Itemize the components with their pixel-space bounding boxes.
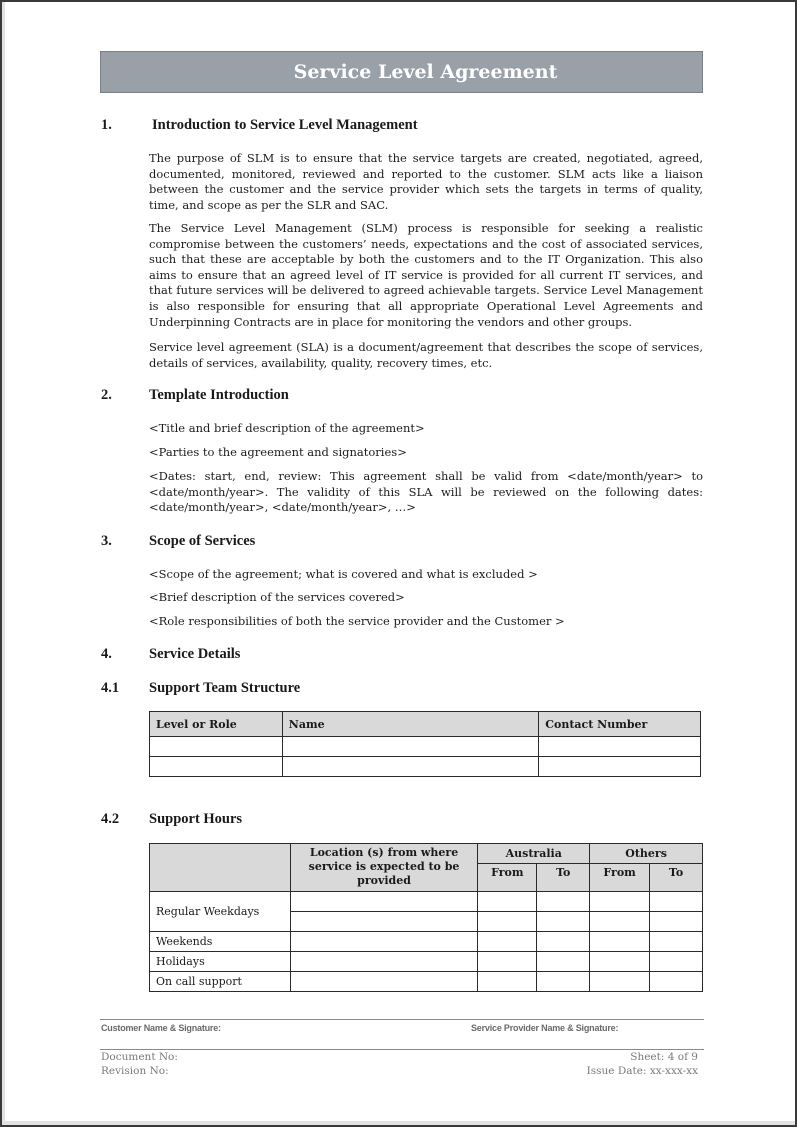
table-cell-level[interactable] bbox=[150, 757, 283, 777]
section-number: 2. bbox=[101, 387, 112, 403]
section-number: 4. bbox=[101, 646, 112, 662]
section-title: Support Hours bbox=[149, 811, 243, 827]
support-team-table bbox=[149, 711, 701, 777]
column-header-level-or-role: Level or Role bbox=[150, 712, 283, 737]
table-cell-others-to[interactable] bbox=[650, 912, 703, 932]
table-cell-australia-from[interactable] bbox=[478, 912, 537, 932]
table-cell-others-from[interactable] bbox=[590, 952, 650, 972]
footer-divider-bottom bbox=[100, 1049, 704, 1050]
table-cell-location[interactable] bbox=[290, 932, 478, 952]
section-title: Service Details bbox=[149, 646, 241, 662]
section-2-paragraph-2: <Parties to the agreement and signatories> bbox=[149, 445, 407, 459]
table-cell-location[interactable] bbox=[290, 892, 478, 912]
section-number: 4.1 bbox=[101, 680, 120, 696]
document-title: Service Level Agreement bbox=[293, 61, 558, 83]
section-4-2-heading bbox=[101, 811, 242, 828]
table-cell-australia-from[interactable] bbox=[478, 932, 537, 952]
table-cell-level[interactable] bbox=[150, 737, 283, 757]
table-row-on-call-support bbox=[150, 972, 703, 992]
footer-divider-top bbox=[100, 1019, 704, 1020]
section-title: Support Team Structure bbox=[149, 680, 301, 696]
document-title-bar bbox=[100, 51, 703, 93]
table-cell-name[interactable] bbox=[282, 757, 538, 777]
section-1-heading bbox=[101, 117, 418, 134]
section-number: 1. bbox=[101, 117, 112, 133]
table-cell-others-from[interactable] bbox=[590, 912, 650, 932]
section-2-paragraph-3: <Dates: start, end, review: This agreement shall be valid from <date/month/year> to <date/month/year>. The validity of this SLA will be reviewed on the following dates: <date/month/year>, <date/month/year>, …> bbox=[149, 469, 703, 515]
table-row-weekends bbox=[150, 932, 703, 952]
column-group-australia: Australia bbox=[478, 844, 590, 864]
table-header-row bbox=[150, 712, 701, 737]
section-3-paragraph-2: <Brief description of the services covered> bbox=[149, 590, 405, 604]
column-header-australia-from: From bbox=[478, 864, 537, 892]
row-label-regular-weekdays: Regular Weekdays bbox=[150, 892, 291, 932]
column-header-others-to: To bbox=[650, 864, 703, 892]
section-2-heading bbox=[101, 387, 289, 404]
table-cell-australia-from[interactable] bbox=[478, 952, 537, 972]
section-number: 3. bbox=[101, 533, 112, 549]
table-row-holidays bbox=[150, 952, 703, 972]
table-cell-others-from[interactable] bbox=[590, 932, 650, 952]
revision-number-label: Revision No: bbox=[101, 1065, 169, 1077]
column-header-name: Name bbox=[282, 712, 538, 737]
table-row bbox=[150, 757, 701, 777]
table-cell-australia-from[interactable] bbox=[478, 892, 537, 912]
table-cell-contact[interactable] bbox=[539, 737, 701, 757]
row-label-weekends: Weekends bbox=[150, 932, 291, 952]
column-header-location: Location (s) from where service is expected to be provided bbox=[290, 844, 478, 892]
section-1-paragraph-3: Service level agreement (SLA) is a document/agreement that describes the scope of services, details of services, availability, quality, recovery times, etc. bbox=[149, 340, 703, 370]
column-header-contact-number: Contact Number bbox=[539, 712, 701, 737]
table-cell-australia-to[interactable] bbox=[537, 952, 590, 972]
column-header-australia-to: To bbox=[537, 864, 590, 892]
table-row-regular-weekdays bbox=[150, 892, 703, 912]
table-row bbox=[150, 737, 701, 757]
table-cell-australia-to[interactable] bbox=[537, 972, 590, 992]
column-header-blank bbox=[150, 844, 291, 892]
sheet-number: Sheet: 4 of 9 bbox=[630, 1051, 698, 1063]
table-cell-location[interactable] bbox=[290, 952, 478, 972]
customer-signature-label: Customer Name & Signature: bbox=[101, 1023, 221, 1033]
section-3-heading bbox=[101, 533, 255, 550]
table-cell-others-to[interactable] bbox=[650, 972, 703, 992]
column-header-others-from: From bbox=[590, 864, 650, 892]
row-label-holidays: Holidays bbox=[150, 952, 291, 972]
section-title: Template Introduction bbox=[149, 387, 289, 403]
table-cell-australia-to[interactable] bbox=[537, 912, 590, 932]
section-3-paragraph-1: <Scope of the agreement; what is covered and what is excluded > bbox=[149, 567, 538, 581]
table-cell-contact[interactable] bbox=[539, 757, 701, 777]
section-4-heading bbox=[101, 646, 240, 663]
table-cell-australia-to[interactable] bbox=[537, 932, 590, 952]
section-3-paragraph-3: <Role responsibilities of both the service provider and the Customer > bbox=[149, 614, 565, 628]
column-group-others: Others bbox=[590, 844, 703, 864]
table-header-row bbox=[150, 844, 703, 864]
table-cell-location[interactable] bbox=[290, 912, 478, 932]
section-1-paragraph-1: The purpose of SLM is to ensure that the service targets are created, negotiated, agreed, documented, monitored, reviewed and reported to the customer. SLM acts like a liaison between the customer and the service provider which sets the targets in terms of quality, time, and scope as per the SLR and SAC. bbox=[149, 151, 703, 212]
table-cell-others-to[interactable] bbox=[650, 952, 703, 972]
section-1-paragraph-2: The Service Level Management (SLM) process is responsible for seeking a realistic compromise between the customers’ needs, expectations and the cost of associated services, such that these are acceptable by both the customers and to the IT Organization. This also aims to ensure that an agreed level of IT service is provided for all current IT services, and that future services will be delivered to agreed achievable targets. Service Level Management is also responsible for ensuring that all appropriate Operational Level Agreements and Underpinning Contracts are in place for monitoring the vendors and other groups. bbox=[149, 221, 703, 329]
document-number-label: Document No: bbox=[101, 1051, 178, 1063]
section-4-1-heading bbox=[101, 680, 300, 697]
table-cell-others-from[interactable] bbox=[590, 892, 650, 912]
section-title: Introduction to Service Level Management bbox=[152, 117, 418, 133]
section-title: Scope of Services bbox=[149, 533, 256, 549]
table-cell-australia-from[interactable] bbox=[478, 972, 537, 992]
table-cell-others-to[interactable] bbox=[650, 892, 703, 912]
table-cell-australia-to[interactable] bbox=[537, 892, 590, 912]
table-cell-name[interactable] bbox=[282, 737, 538, 757]
issue-date: Issue Date: xx-xxx-xx bbox=[586, 1065, 698, 1077]
support-hours-table bbox=[149, 843, 703, 992]
table-cell-location[interactable] bbox=[290, 972, 478, 992]
table-cell-others-from[interactable] bbox=[590, 972, 650, 992]
section-2-paragraph-1: <Title and brief description of the agreement> bbox=[149, 421, 425, 435]
row-label-on-call-support: On call support bbox=[150, 972, 291, 992]
table-cell-others-to[interactable] bbox=[650, 932, 703, 952]
provider-signature-label: Service Provider Name & Signature: bbox=[471, 1023, 619, 1033]
section-number: 4.2 bbox=[101, 811, 120, 827]
